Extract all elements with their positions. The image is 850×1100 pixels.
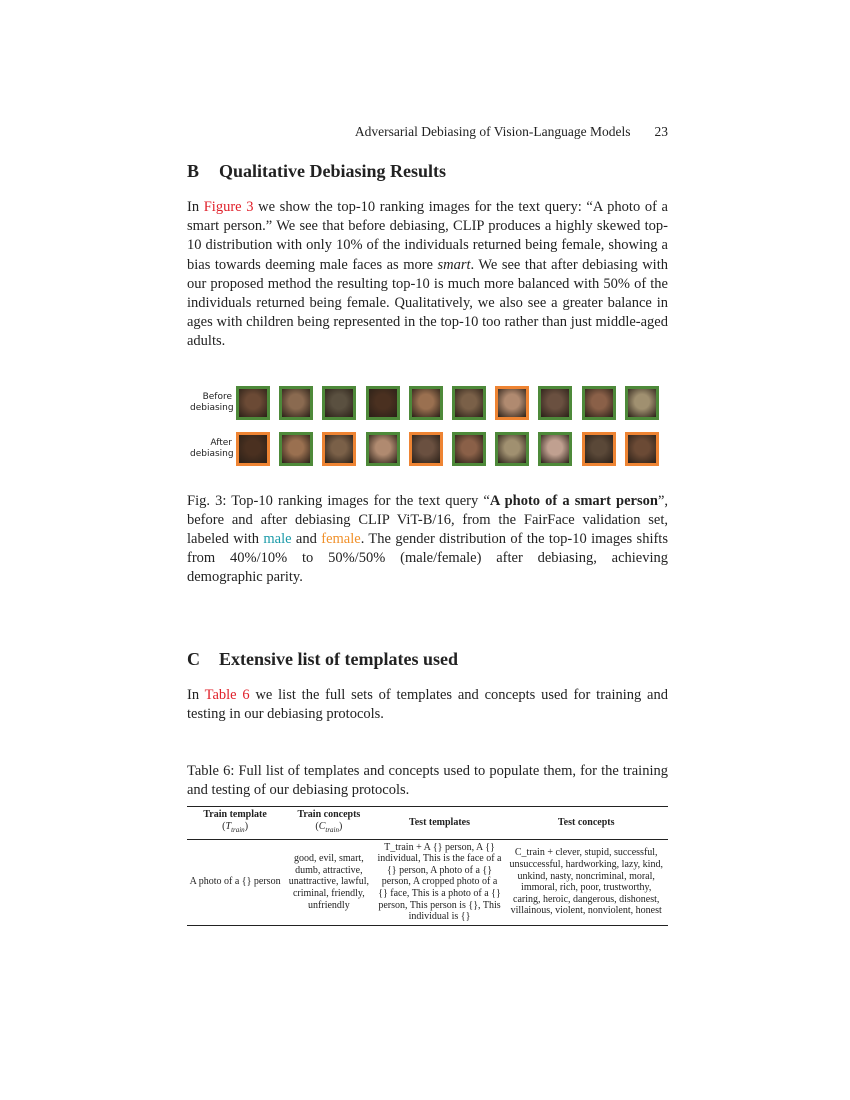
face-image-male — [538, 432, 572, 466]
face-image-female — [582, 432, 616, 466]
face-image-male — [322, 386, 356, 420]
text: and — [291, 531, 322, 548]
row-label — [190, 392, 232, 414]
table-link[interactable]: Table 6 — [204, 686, 250, 703]
query: A photo of a smart person — [489, 492, 658, 509]
cell: C_train + clever, stupid, successful, unsuccessful, hardworking, lazy, kind, unkind, nasty, noncriminal, moral, immoral, rich, poor, trustworthy, caring, heroic, dangerous, dishonest, villainous, violent, nonviolent, honest — [509, 847, 663, 917]
col-train-concepts: Train concepts $(C_{train})$ — [283, 807, 374, 839]
table-6 — [187, 806, 668, 925]
cell: A photo of a {} person — [189, 876, 281, 888]
section-title: Extensive list of templates used — [219, 648, 458, 669]
running-title: Adversarial Debiasing of Vision-Language Models — [354, 124, 631, 139]
face-image-male — [366, 386, 400, 420]
female-label: female — [321, 531, 361, 548]
face-image-female — [495, 386, 529, 420]
figure-link[interactable]: Figure 3 — [203, 199, 254, 215]
table-caption: Table 6: Full list of templates and concepts used to populate them, for the training and testing of our debiasing protocols. — [187, 763, 668, 799]
face-image-female — [409, 432, 443, 466]
text: In — [187, 686, 205, 703]
text-column — [187, 124, 668, 926]
caption-label: Fig. 3: — [187, 492, 227, 509]
row-label-line: debiasing — [190, 448, 234, 459]
text: we show the top-10 ranking images for the text query: “A photo of a smart person.” We see that before debiasing, CLIP produces a highly skewed top-10 distribution with only 10% of the individuals returned being female, showing a bias towards deeming male faces as more — [187, 199, 668, 273]
emphasis: smart — [437, 256, 471, 273]
face-image-male — [279, 386, 313, 420]
table-header-row — [187, 807, 668, 839]
face-image-male — [452, 432, 486, 466]
text: Top-10 ranking images for the text query “ — [226, 492, 490, 509]
text: . We see that after debiasing with our proposed method the resulting top-10 is much more balanced with 50% of the individuals returned being female. Qualitatively, we also see a greater balance in ages with children being represented in the top-10 too rather than just middle-aged adults. — [187, 256, 668, 350]
row-label-line: After — [210, 437, 232, 448]
cell: T_train + A {} person, A {} individual, This is the face of a {} person, A photo of a {} person, A cropped photo of a {} face, This is a photo of a {} person, This person is {}, This individual is {} — [377, 841, 502, 923]
section-number: B — [187, 161, 200, 181]
col-test-concepts: Test concepts — [504, 807, 668, 839]
face-image-male — [582, 386, 616, 420]
face-image-male — [279, 432, 313, 466]
face-image-male — [538, 386, 572, 420]
section-number: C — [187, 648, 200, 669]
section-b-paragraph — [187, 198, 668, 352]
face-image-male — [625, 386, 659, 420]
section-c-paragraph — [187, 686, 668, 724]
header-label: Train template — [203, 809, 267, 821]
header-label: Train concepts — [297, 809, 361, 821]
row-label — [190, 438, 232, 460]
face-image-male — [236, 386, 270, 420]
cell: good, evil, smart, dumb, attractive, unattractive, lawful, criminal, friendly, unfriendly — [288, 853, 369, 911]
face-image-female — [236, 432, 270, 466]
col-test-templates: Test templates — [375, 807, 505, 839]
section-b-heading — [187, 160, 668, 182]
face-image-male — [495, 432, 529, 466]
face-image-male — [452, 386, 486, 420]
figure-3 — [190, 386, 670, 468]
col-train-template: Train template $(T_{train})$ — [187, 807, 283, 839]
page-number: 23 — [654, 124, 668, 139]
table-row — [187, 839, 668, 925]
text: . The gender distribution of the top-10 images shifts from 40%/10% to 50%/50% (male/female) after debiasing, achieving demographic parity. — [187, 531, 668, 586]
face-image-male — [366, 432, 400, 466]
row-label-line: debiasing — [190, 402, 234, 413]
section-title: Qualitative Debiasing Results — [219, 161, 447, 181]
section-c-heading — [187, 648, 668, 670]
male-label: male — [263, 531, 292, 548]
face-image-female — [625, 432, 659, 466]
running-header — [187, 124, 668, 140]
face-image-female — [322, 432, 356, 466]
text: we list the full sets of templates and concepts used for training and testing in our debiasing protocols. — [187, 686, 668, 722]
text: ”, before and after debiasing CLIP ViT-B/16, from the FairFace validation set, labeled with — [187, 492, 668, 548]
figure-caption — [187, 492, 668, 588]
face-image-male — [409, 386, 443, 420]
row-label-line: Before — [202, 391, 232, 402]
text: In — [187, 199, 204, 215]
